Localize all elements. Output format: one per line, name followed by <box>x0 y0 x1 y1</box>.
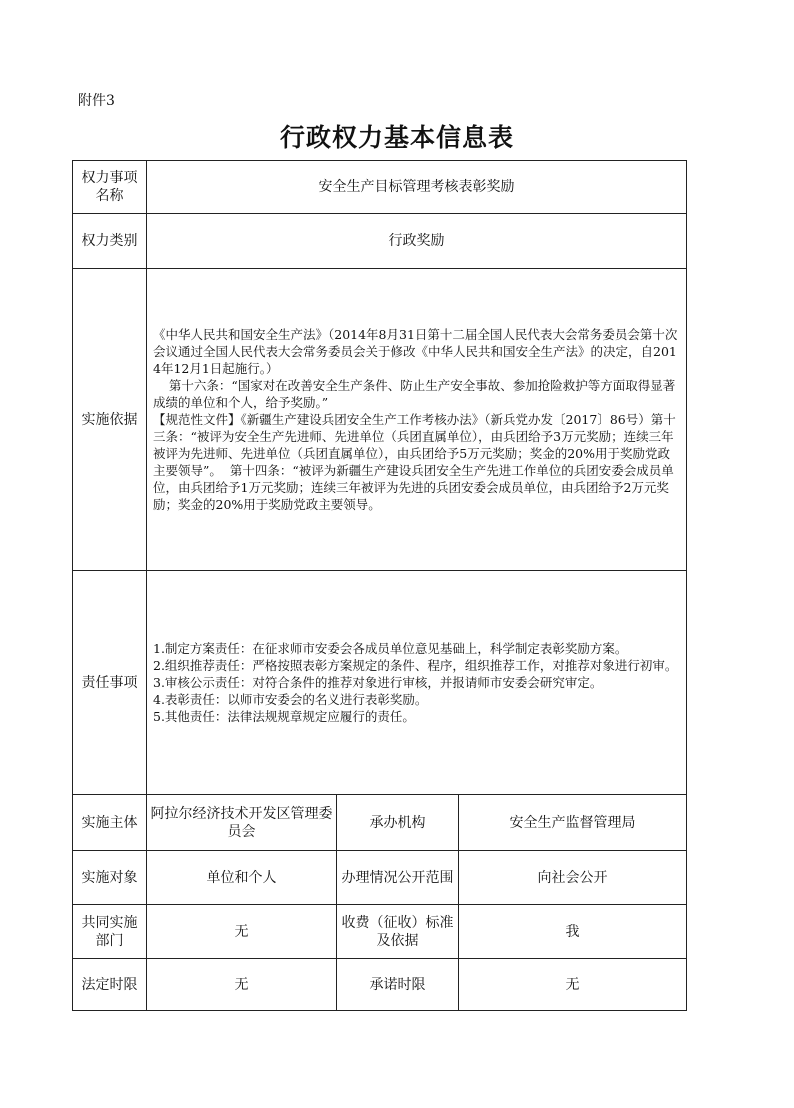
row-duty <box>73 571 687 795</box>
duty-item: 1.制定方案责任：在征求师市安委会各成员单位意见基础上，科学制定表彰奖励方案。 <box>153 641 628 656</box>
subject-value: 阿拉尔经济技术开发区管理委员会 <box>147 795 337 851</box>
duty-content <box>147 571 687 795</box>
row-subject <box>73 795 687 851</box>
info-table <box>72 160 687 1011</box>
promise-limit-value: 无 <box>459 959 687 1011</box>
power-name-value: 安全生产目标管理考核表彰奖励 <box>147 161 687 214</box>
row-joint-dept <box>73 905 687 959</box>
row-power-name <box>73 161 687 214</box>
joint-dept-value: 无 <box>147 905 337 959</box>
duty-label: 责任事项 <box>73 571 147 795</box>
handling-org-value: 安全生产监督管理局 <box>459 795 687 851</box>
attachment-label: 附件3 <box>78 93 115 109</box>
disclosure-label: 办理情况公开范围 <box>337 851 459 905</box>
basis-paragraph: 第十六条：“国家对在改善安全生产条件、防止生产安全事故、参加抢险救护等方面取得显著成绩的单位和个人，给予奖励。” <box>153 378 676 410</box>
basis-paragraph: 《中华人民共和国安全生产法》（2014年8月31日第十二届全国人民代表大会常务委员会第十次会议通过全国人民代表大会常务委员会关于修改《中华人民共和国安全生产法》的决定，自2014年12月1日起施行。） <box>153 327 678 376</box>
fee-value: 我 <box>459 905 687 959</box>
legal-limit-value: 无 <box>147 959 337 1011</box>
legal-limit-label: 法定时限 <box>73 959 147 1011</box>
power-name-label: 权力事项名称 <box>73 161 147 214</box>
power-type-value: 行政奖励 <box>147 214 687 269</box>
power-type-label: 权力类别 <box>73 214 147 269</box>
joint-dept-label: 共同实施部门 <box>73 905 147 959</box>
row-target <box>73 851 687 905</box>
target-value: 单位和个人 <box>147 851 337 905</box>
fee-label: 收费（征收）标准及依据 <box>337 905 459 959</box>
handling-org-label: 承办机构 <box>337 795 459 851</box>
row-time-limit <box>73 959 687 1011</box>
row-power-type <box>73 214 687 269</box>
duty-item: 4.表彰责任：以师市安委会的名义进行表彰奖励。 <box>153 692 428 707</box>
duty-item: 5.其他责任：法律法规规章规定应履行的责任。 <box>153 709 415 724</box>
row-basis <box>73 269 687 571</box>
basis-content <box>147 269 687 571</box>
promise-limit-label: 承诺时限 <box>337 959 459 1011</box>
page-title: 行政权力基本信息表 <box>279 123 514 152</box>
subject-label: 实施主体 <box>73 795 147 851</box>
basis-label: 实施依据 <box>73 269 147 571</box>
disclosure-value: 向社会公开 <box>459 851 687 905</box>
duty-item: 3.审核公示责任：对符合条件的推荐对象进行审核，并报请师市安委会研究审定。 <box>153 675 603 690</box>
target-label: 实施对象 <box>73 851 147 905</box>
duty-item: 2.组织推荐责任：严格按照表彰方案规定的条件、程序，组织推荐工作，对推荐对象进行初审。 <box>153 658 678 673</box>
basis-paragraph: 【规范性文件】《新疆生产建设兵团安全生产工作考核办法》（新兵党办发〔2017〕86号）第十三条：“被评为安全生产先进师、先进单位（兵团直属单位），由兵团给予3万元奖励；连续三年被评为先进师、先进单位（兵团直属单位），由兵团给予5万元奖励；奖金的20%用于奖励党政主要领导”。 第十四条：“被评为新疆生产建设兵团安全生产先进工作单位的兵团安委会成员单位，由兵团给予1万元奖励；连续三年被评为先进的兵团安委会成员单位，由兵团给予2万元奖励；奖金的20%用于奖励党政主要领导。 <box>153 412 676 512</box>
